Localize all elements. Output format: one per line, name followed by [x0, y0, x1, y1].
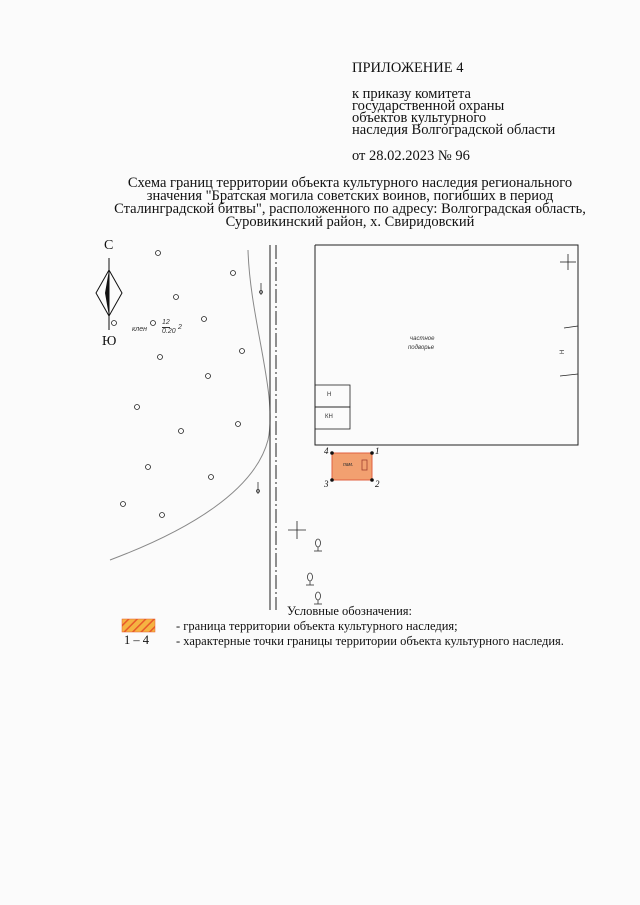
point-number-1: 1 — [375, 446, 380, 456]
deciduous-tree-icon — [314, 592, 322, 604]
tree-icons — [306, 539, 322, 604]
boundary-point-1 — [370, 451, 374, 455]
tree-circle — [209, 475, 214, 480]
legend-points-symbol: 1 – 4 — [124, 633, 149, 647]
pole-symbols — [257, 283, 263, 494]
plot-label-1: частное — [410, 336, 435, 342]
boundary-point-2 — [370, 478, 374, 482]
legend-points-desc: - характерные точки границы территории объекта культурного наследия. — [176, 634, 564, 648]
order-line-3: объектов культурного — [352, 110, 487, 126]
tree-fraction-bottom: 0.20 — [162, 328, 176, 335]
legend-hatch-swatch — [122, 619, 155, 632]
tree-circle — [112, 321, 117, 326]
compass-south: Ю — [102, 334, 117, 349]
tree-circle — [174, 295, 179, 300]
title-line-2: значения "Братская могила советских воинов, погибших в период — [146, 188, 554, 204]
trees-group — [112, 251, 245, 518]
tree-circle — [156, 251, 161, 256]
point-number-2: 2 — [375, 479, 380, 489]
tree-circle — [158, 355, 163, 360]
order-line-1: к приказу комитета — [352, 86, 471, 102]
point-number-3: 3 — [324, 479, 329, 489]
tree-circle — [146, 465, 151, 470]
tree-circle — [206, 374, 211, 379]
private-plot — [315, 245, 578, 445]
tree-circle — [231, 271, 236, 276]
tree-circle — [236, 422, 241, 427]
compass-icon — [96, 258, 122, 330]
appendix-title: ПРИЛОЖЕНИЕ 4 — [352, 60, 464, 76]
order-line-4: наследия Волгоградской области — [352, 122, 556, 138]
point-number-4: 4 — [324, 446, 329, 456]
title-line-3: Сталинградской битвы", расположенного по адресу: Волгоградская область, — [114, 201, 586, 217]
tree-circle — [160, 513, 165, 518]
tree-circle — [121, 502, 126, 507]
plot-label-2: подворье — [408, 345, 435, 351]
title-line-1: Схема границ территории объекта культурного наследия регионального — [127, 175, 573, 191]
legend-boundary-desc: - граница территории объекта культурного наследия; — [176, 619, 458, 633]
building-label-2: КН — [325, 414, 333, 420]
tree-circle — [202, 317, 207, 322]
boundary-point-4 — [330, 451, 334, 455]
compass-north: С — [104, 238, 114, 253]
tree-circle — [135, 405, 140, 410]
fence-mark: Н — [560, 349, 567, 355]
tree-fraction-top: 12 — [162, 319, 170, 326]
main-road — [270, 245, 276, 610]
boundary-point-3 — [330, 478, 334, 482]
deciduous-tree-icon — [314, 539, 322, 551]
tree-circle — [240, 349, 245, 354]
dirt-road-line — [110, 250, 270, 560]
deciduous-tree-icon — [306, 573, 314, 585]
pole-icon — [260, 283, 263, 295]
tree-suffix: 2 — [178, 324, 182, 331]
order-date: от 28.02.2023 № 96 — [352, 148, 470, 164]
tree-circle — [179, 429, 184, 434]
tree-label: клен — [132, 326, 147, 333]
building-label-1: Н — [327, 392, 332, 398]
pole-icon — [257, 482, 260, 494]
object-label: пам. — [343, 462, 354, 468]
cross-mark — [288, 521, 306, 539]
legend-title: Условные обозначения: — [287, 604, 413, 618]
order-line-2: государственной охраны — [352, 98, 505, 114]
title-line-4: Суровикинский район, х. Свиридовский — [225, 214, 475, 230]
tree-circle — [151, 321, 156, 326]
